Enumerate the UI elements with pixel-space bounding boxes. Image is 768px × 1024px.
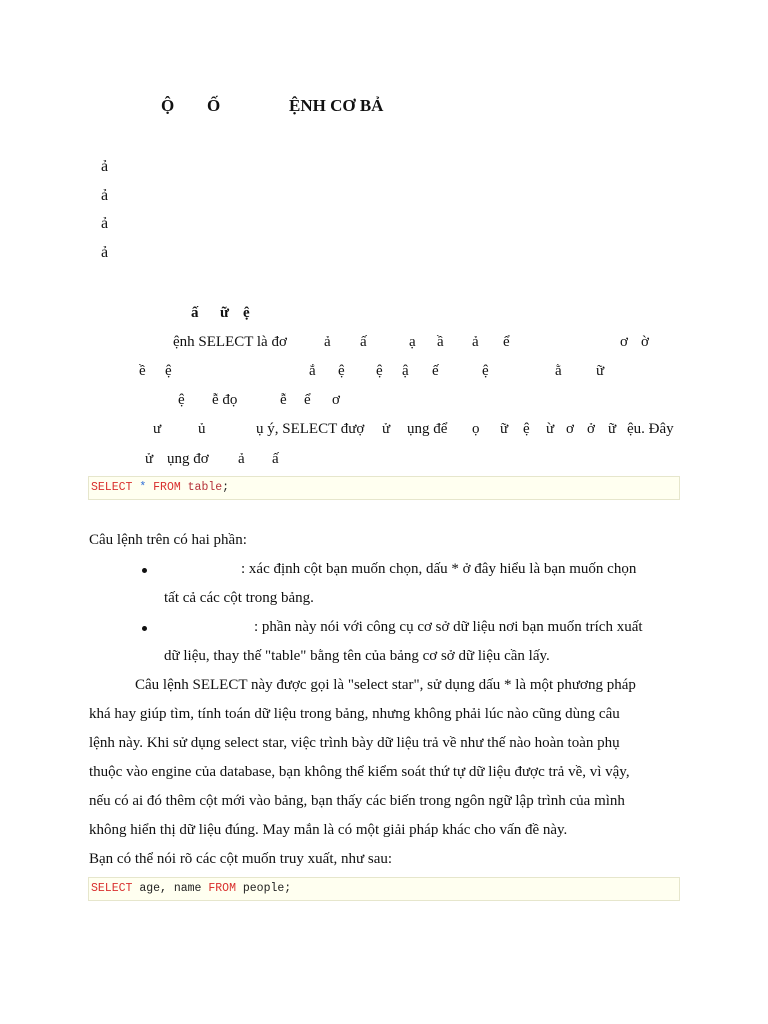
para1-fragment: ệ xyxy=(338,363,345,379)
para1-fragment: ấ xyxy=(360,334,367,350)
para1-fragment: ờ xyxy=(641,334,649,350)
para1-fragment: ử xyxy=(145,451,154,467)
para1-fragment: ệ xyxy=(482,363,489,379)
para1-fragment: ọ xyxy=(472,421,480,437)
paragraph-line: lệnh này. Khi sử dụng select star, việc trình bày dữ liệu trả về như thế nào hoàn toàn phụ xyxy=(89,735,620,751)
para1-fragment: ệ xyxy=(178,392,185,408)
bullet-line: : phần này nói với công cụ cơ sở dữ liệu nơi bạn muốn trích xuất xyxy=(254,619,643,635)
paragraph: Bạn có thể nói rõ các cột muốn truy xuất, như sau: xyxy=(89,851,393,867)
code-keyword-from: FROM xyxy=(153,481,181,494)
paragraph-line: không hiển thị dữ liệu đúng. May mắn là có một giải pháp khác cho vấn đề này. xyxy=(89,822,568,838)
page-title-fragment-3: ỆNH CƠ BẢ xyxy=(289,96,384,115)
para1-fragment: ư xyxy=(153,421,162,437)
para1-fragment: ụng để xyxy=(407,421,448,437)
bullet-line: dữ liệu, thay thế "table" bằng tên của bảng cơ sở dữ liệu cần lấy. xyxy=(164,648,550,664)
page-title-fragment-2: Ố xyxy=(207,96,221,115)
para1-fragment: ễ đọ xyxy=(212,392,238,408)
para1-fragment: ệu. Đây xyxy=(627,421,674,437)
para1-fragment: ở xyxy=(587,421,595,437)
para1-fragment: ả xyxy=(238,451,245,467)
para1-fragment: ệ xyxy=(376,363,383,379)
code-keyword-select: SELECT xyxy=(91,481,133,494)
paragraph-line: Câu lệnh SELECT này được gọi là "select star", sử dụng dấu * là một phương pháp xyxy=(135,677,636,693)
para1-fragment: ụ ý, SELECT đượ xyxy=(256,421,365,437)
para1-fragment: ừ xyxy=(546,421,555,437)
paragraph: Câu lệnh trên có hai phần: xyxy=(89,532,247,548)
section-subheading-fragment-2: ữ xyxy=(220,305,230,321)
para1-fragment: ả xyxy=(472,334,479,350)
code-semicolon: ; xyxy=(284,882,292,895)
para1-fragment: ữ xyxy=(500,421,509,437)
code-block xyxy=(88,476,680,500)
paragraph-line: thuộc vào engine của database, bạn không thể kiểm soát thứ tự dữ liệu được trả về, vì vậy, xyxy=(89,764,630,780)
para1-fragment: ể xyxy=(503,334,510,350)
para1-fragment: ấ xyxy=(272,451,279,467)
bullet-line: tất cả các cột trong bảng. xyxy=(164,590,314,606)
para1-fragment: ệ xyxy=(523,421,530,437)
code-semicolon: ; xyxy=(222,481,230,494)
para1-fragment: ơ xyxy=(332,392,340,408)
page-title-fragment-1: Ộ xyxy=(161,96,175,115)
para1-fragment: ệnh SELECT là đơ xyxy=(173,334,287,350)
code-keyword-from: FROM xyxy=(208,882,236,895)
para1-fragment: ụng đơ xyxy=(167,451,209,467)
para1-fragment: ơ xyxy=(620,334,628,350)
para1-fragment: ữ xyxy=(608,421,617,437)
toc-item: ả xyxy=(101,244,109,261)
section-subheading-fragment-3: ệ xyxy=(243,305,250,321)
para1-fragment: ế xyxy=(432,363,439,379)
bullet-dot xyxy=(142,626,147,631)
code-table-name: people xyxy=(242,882,285,895)
para1-fragment: ằ xyxy=(555,363,562,379)
code-table-name: table xyxy=(187,481,223,494)
para1-fragment: ạ xyxy=(409,334,416,350)
para1-fragment: ơ xyxy=(566,421,574,437)
para1-fragment: ầ xyxy=(437,334,444,350)
bullet-dot xyxy=(142,568,147,573)
code-columns: age, name xyxy=(139,882,202,895)
code-keyword-select: SELECT xyxy=(91,882,133,895)
para1-fragment: ắ xyxy=(309,363,316,379)
para1-fragment: ử xyxy=(382,421,391,437)
bullet-line: : xác định cột bạn muốn chọn, dấu * ở đây hiểu là bạn muốn chọn xyxy=(241,561,637,577)
toc-item: ả xyxy=(101,215,109,232)
para1-fragment: ễ xyxy=(280,392,287,408)
para1-fragment: ữ xyxy=(596,363,605,379)
paragraph-line: khá hay giúp tìm, tính toán dữ liệu trong bảng, nhưng không phải lúc nào cũng dùng câu xyxy=(89,706,620,722)
paragraph-line: nếu có ai đó thêm cột mới vào bảng, bạn thấy các biến trong ngôn ngữ lập trình của mình xyxy=(89,793,625,809)
code-operator-star: * xyxy=(139,481,147,494)
toc-item: ả xyxy=(101,158,109,175)
para1-fragment: ề xyxy=(139,363,146,379)
toc-item: ả xyxy=(101,187,109,204)
code-block xyxy=(88,877,680,901)
para1-fragment: ủ xyxy=(198,421,206,437)
para1-fragment: ậ xyxy=(402,363,409,379)
para1-fragment: ả xyxy=(324,334,331,350)
para1-fragment: ệ xyxy=(165,363,172,379)
para1-fragment: ể xyxy=(304,392,311,408)
section-subheading-fragment-1: ấ xyxy=(191,305,199,321)
